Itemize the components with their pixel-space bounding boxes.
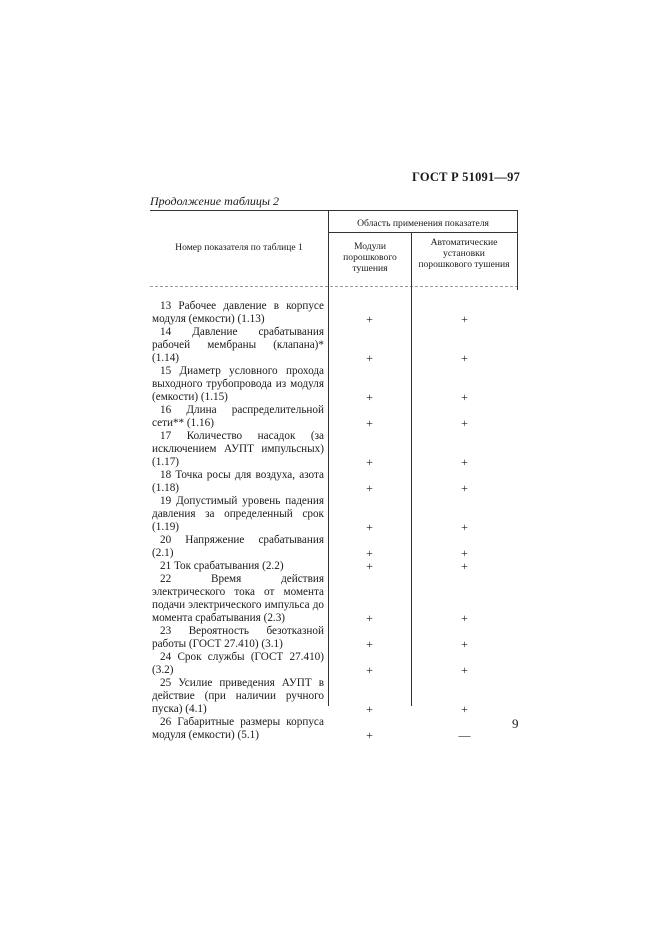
table-row xyxy=(150,534,518,560)
modules-mark: + xyxy=(366,455,373,469)
table-row xyxy=(150,300,518,326)
row-indicator: 17 Количество насадок (за исключением АУПТ импульсных) (1.17) xyxy=(152,430,324,468)
header-indicator-number: Номер показателя по таблице 1 xyxy=(175,242,303,253)
table-row xyxy=(150,404,518,430)
row-indicator: 16 Длина распределительной сети** (1.16) xyxy=(152,404,324,429)
table-row xyxy=(150,326,518,365)
installations-mark: + xyxy=(461,481,468,495)
modules-mark: + xyxy=(366,351,373,365)
row-indicator: 14 Давление срабатывания рабочей мембраны (клапана)* (1.14) xyxy=(152,326,324,364)
row-indicator: 18 Точка росы для воздуха, азота (1.18) xyxy=(152,469,324,494)
installations-mark: + xyxy=(461,520,468,534)
modules-mark: + xyxy=(366,312,373,326)
row-indicator: 15 Диаметр условного прохода выходного трубопровода из модуля (емкости) (1.15) xyxy=(152,365,324,403)
installations-mark: + xyxy=(461,455,468,469)
table-row xyxy=(150,625,518,651)
table-row xyxy=(150,430,518,469)
installations-mark: + xyxy=(461,416,468,430)
row-indicator: 26 Габаритные размеры корпуса модуля (емкости) (5.1) xyxy=(152,716,324,741)
table-row xyxy=(150,495,518,534)
installations-mark: — xyxy=(458,728,471,742)
installations-mark: + xyxy=(461,351,468,365)
document-code: ГОСТ Р 51091—97 xyxy=(412,170,521,184)
installations-mark: + xyxy=(461,637,468,651)
header-bottom-rule xyxy=(150,286,518,287)
installations-mark: + xyxy=(461,663,468,677)
row-indicator: 22 Время действия электрического тока от момента подачи электрического импульса до момента срабатывания (2.3) xyxy=(152,573,324,624)
installations-mark: + xyxy=(461,702,468,716)
table-row xyxy=(150,469,518,495)
page-number: 9 xyxy=(512,716,519,731)
installations-mark: + xyxy=(461,546,468,560)
row-indicator: 23 Вероятность безотказной работы (ГОСТ 27.410) (3.1) xyxy=(152,625,324,650)
table-row xyxy=(150,573,518,625)
table-row xyxy=(150,651,518,677)
row-indicator: 20 Напряжение срабатывания (2.1) xyxy=(152,534,324,559)
header-auto-installations: Автоматические установки порошкового тушения xyxy=(418,237,510,270)
row-indicator: 13 Рабочее давление в корпусе модуля (емкости) (1.13) xyxy=(152,300,324,325)
table-row xyxy=(150,365,518,404)
row-indicator: 24 Срок службы (ГОСТ 27.410) (3.2) xyxy=(152,651,324,676)
table-row xyxy=(150,677,518,716)
modules-mark: + xyxy=(366,390,373,404)
modules-mark: + xyxy=(366,702,373,716)
modules-mark: + xyxy=(366,728,373,742)
header-application-area: Область применения показателя xyxy=(357,218,489,229)
installations-mark: + xyxy=(461,559,468,573)
modules-mark: + xyxy=(366,663,373,677)
installations-mark: + xyxy=(461,312,468,326)
modules-mark: + xyxy=(366,481,373,495)
row-indicator: 21 Ток срабатывания (2.2) xyxy=(160,560,284,572)
group-underline xyxy=(328,232,518,233)
table-caption: Продолжение таблицы 2 xyxy=(150,194,280,208)
table-body xyxy=(150,300,518,742)
row-indicator: 19 Допустимый уровень падения давления за определенный срок (1.19) xyxy=(152,495,324,533)
row-indicator: 25 Усилие приведения АУПТ в действие (при наличии ручного пуска) (4.1) xyxy=(152,677,324,715)
table-top-rule xyxy=(150,210,518,211)
table-row xyxy=(150,716,518,742)
header-powder-modules: Модули порошкового тушения xyxy=(343,241,397,274)
installations-mark: + xyxy=(461,390,468,404)
table-row xyxy=(150,560,518,573)
modules-mark: + xyxy=(366,637,373,651)
modules-mark: + xyxy=(366,520,373,534)
modules-mark: + xyxy=(366,611,373,625)
installations-mark: + xyxy=(461,611,468,625)
modules-mark: + xyxy=(366,546,373,560)
modules-mark: + xyxy=(366,559,373,573)
modules-mark: + xyxy=(366,416,373,430)
